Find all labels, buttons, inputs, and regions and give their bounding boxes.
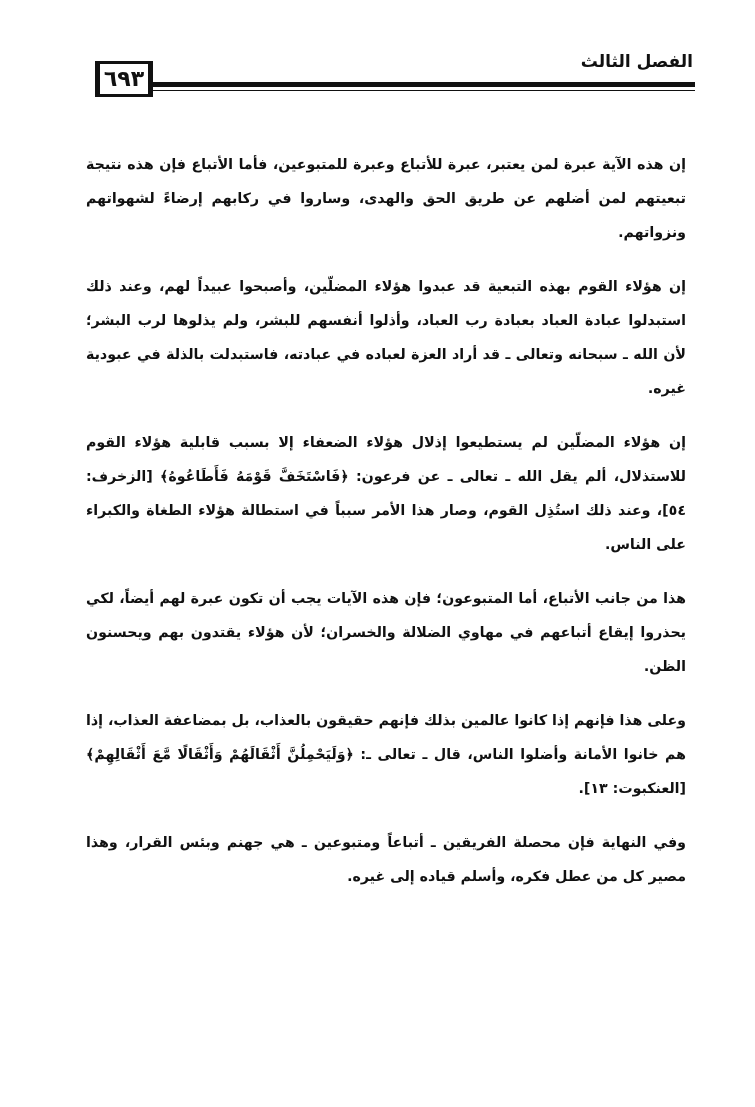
page-header xyxy=(95,50,695,110)
chapter-title: الفصل الثالث xyxy=(580,52,693,72)
header-rule-thin xyxy=(153,90,695,91)
paragraph-5 xyxy=(86,704,686,806)
paragraph-3 xyxy=(86,426,686,562)
page-body xyxy=(86,148,686,914)
paragraph-5-text-before: وعلى هذا فإنهم إذا كانوا عالمين بذلك فإنهم حقيقون بالعذاب، بل بمضاعفة العذاب، إذا هم خانوا الأمانة وأضلوا الناس، قال ـ تعالى ـ: xyxy=(86,713,686,763)
paragraph-4: هذا من جانب الأتباع، أما المتبوعون؛ فإن هذه الآيات يجب أن تكون عبرة لهم أيضاً، لكي يحذروا إيقاع أتباعهم في مهاوي الضلالة والخسران؛ لأن هؤلاء يقتدون بهم ويحسنون الظن. xyxy=(86,591,686,675)
paragraph-5-text-after: [العنكبوت: ١٣]. xyxy=(578,781,686,797)
quran-verse: ﴿وَلَيَحْمِلُنَّ أَثْقَالَهُمْ وَأَثْقَالًا مَّعَ أَثْقَالِهِمْ﴾ xyxy=(86,747,354,763)
paragraph-6: وفي النهاية فإن محصلة الفريقين ـ أتباعاً ومتبوعين ـ هي جهنم وبئس القرار، وهذا مصير كل من عطل فكره، وأسلم قياده إلى غيره. xyxy=(86,835,686,885)
paragraph-3-text-before: إن هؤلاء المضلّين لم يستطيعوا إذلال هؤلاء الضعفاء إلا بسبب قابلية هؤلاء القوم للاستذلال، ألم يقل الله ـ تعالى ـ عن فرعون: xyxy=(86,435,686,485)
quran-verse: ﴿فَاسْتَخَفَّ قَوْمَهُ فَأَطَاعُوهُ﴾ xyxy=(160,469,349,485)
page-number: ٦٩٣ xyxy=(95,61,153,97)
paragraph-2: إن هؤلاء القوم بهذه التبعية قد عبدوا هؤلاء المضلّين، وأصبحوا عبيداً لهم، وعند ذلك استبدلوا عبادة العباد بعبادة رب العباد، وأذلوا أنفسهم للبشر، ولم يذلوها لرب البشر؛ لأن الله ـ سبحانه وتعالى ـ قد أراد العزة لعباده في عبادته، فاستبدلت بالذلة في عبودية غيره. xyxy=(86,279,686,397)
header-rule xyxy=(153,82,695,87)
paragraph-3-text-after: [الزخرف: ٥٤]، وعند ذلك استُذِل القوم، وصار هذا الأمر سبباً في استطالة هؤلاء الطغاة والكبراء على الناس. xyxy=(86,469,686,553)
paragraph-1: إن هذه الآية عبرة لمن يعتبر، عبرة للأتباع وعبرة للمتبوعين، فأما الأتباع فإن هذه نتيجة تبعيتهم لمن أضلهم عن طريق الحق والهدى، وساروا في ركابهم إرضاءً لشهواتهم ونزواتهم. xyxy=(86,157,686,241)
